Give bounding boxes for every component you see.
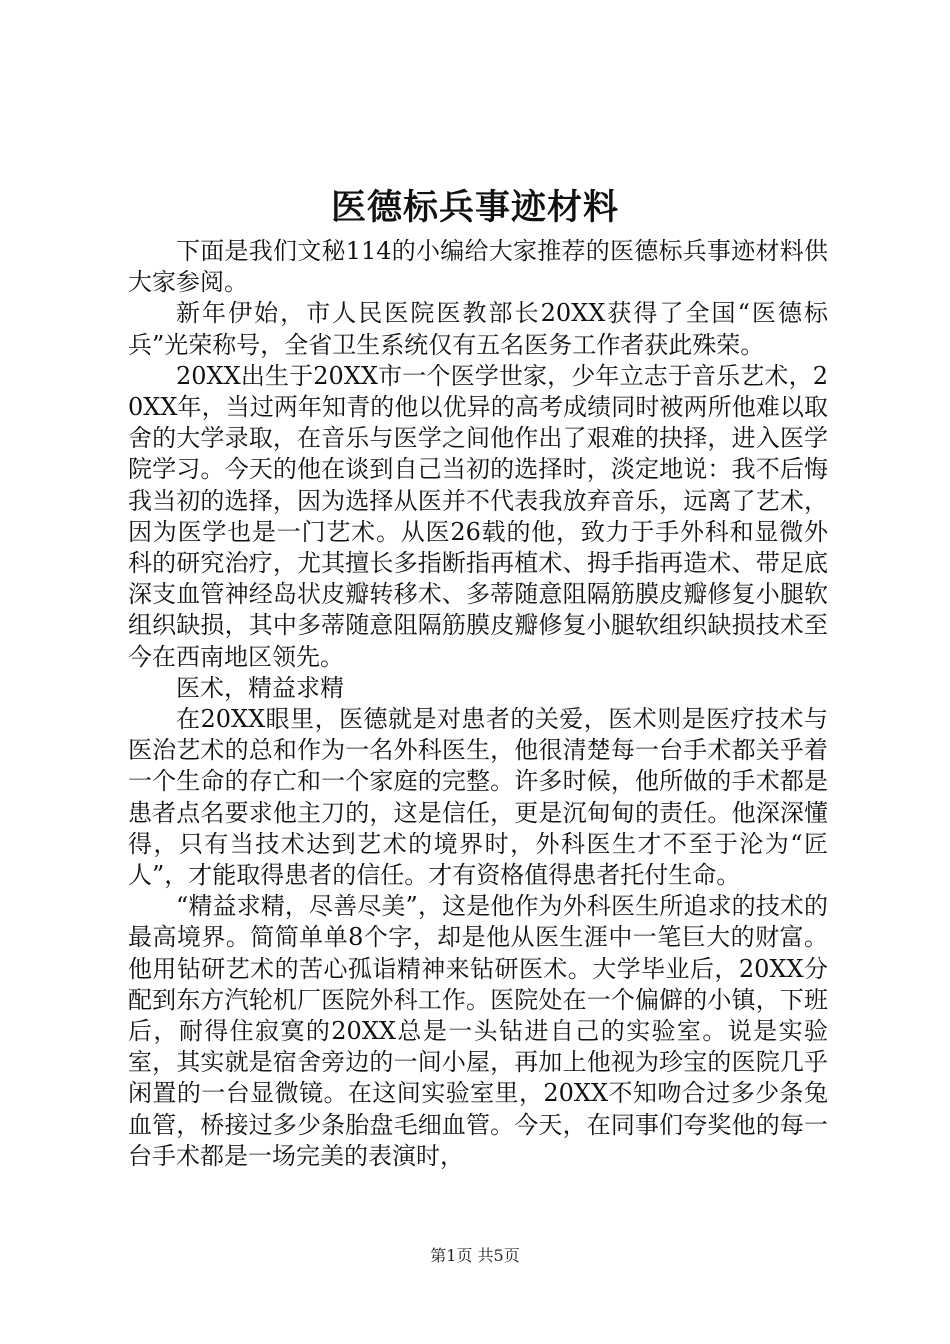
section-heading: 医术，精益求精	[176, 673, 344, 702]
paragraph-excellence: “精益求精，尽善尽美”，这是他作为外科医生所追求的技术的最高境界。简简单单8个字，却是他从医生涯中一笔巨大的财富。他用钻研艺术的苦心孤诣精神来钻研医术。大学毕业后，20XX分配到东方汽轮机厂医院外科工作。医院处在一个偏僻的小镇，下班后，耐得住寂寞的20XX总是一头钻进自己的实验室。说是实验室，其实就是宿舍旁边的一间小屋，再加上他视为珍宝的医院几乎闲置的一台显微镜。在这间实验室里，20XX不知吻合过多少条兔血管，桥接过多少条胎盘毛细血管。今天，在同事们夸奖他的每一台手术都是一场完美的表演时，	[128, 892, 828, 1170]
paragraph-award: 新年伊始，市人民医院医教部长20XX获得了全国“医德标兵”光荣称号，全省卫生系统仅有五名医务工作者获此殊荣。	[128, 299, 828, 359]
document-title: 医德标兵事迹材料	[330, 187, 619, 228]
page-number: 第1页 共5页	[430, 1246, 520, 1265]
document-body	[128, 236, 828, 1172]
paragraph-background: 20XX出生于20XX市一个医学世家，少年立志于音乐艺术，20XX年，当过两年知青的他以优异的高考成绩同时被两所他难以取舍的大学录取，在音乐与医学之间他作出了艰难的抉择，进入医学院学习。今天的他在谈到自己当初的选择时，淡定地说：我不后悔我当初的选择，因为选择从医并不代表我放弃音乐，远离了艺术，因为医学也是一门艺术。从医26载的他，致力于手外科和显微外科的研究治疗，尤其擅长多指断指再植术、拇手指再造术、带足底深支血管神经岛状皮瓣转移术、多蒂随意阻隔筋膜皮瓣修复小腿软组织缺损，其中多蒂随意阻隔筋膜皮瓣修复小腿软组织缺损技术至今在西南地区领先。	[128, 361, 828, 671]
paragraph-intro: 下面是我们文秘114的小编给大家推荐的医德标兵事迹材料供大家参阅。	[128, 237, 828, 297]
paragraph-medical-ethics: 在20XX眼里，医德就是对患者的关爱，医术则是医疗技术与医治艺术的总和作为一名外科医生，他很清楚每一台手术都关乎着一个生命的存亡和一个家庭的完整。许多时候，他所做的手术都是患者点名要求他主刀的，这是信任，更是沉甸甸的责任。他深深懂得，只有当技术达到艺术的境界时，外科医生才不至于沦为“匠人”，才能取得患者的信任。才有资格值得患者托付生命。	[128, 705, 828, 890]
